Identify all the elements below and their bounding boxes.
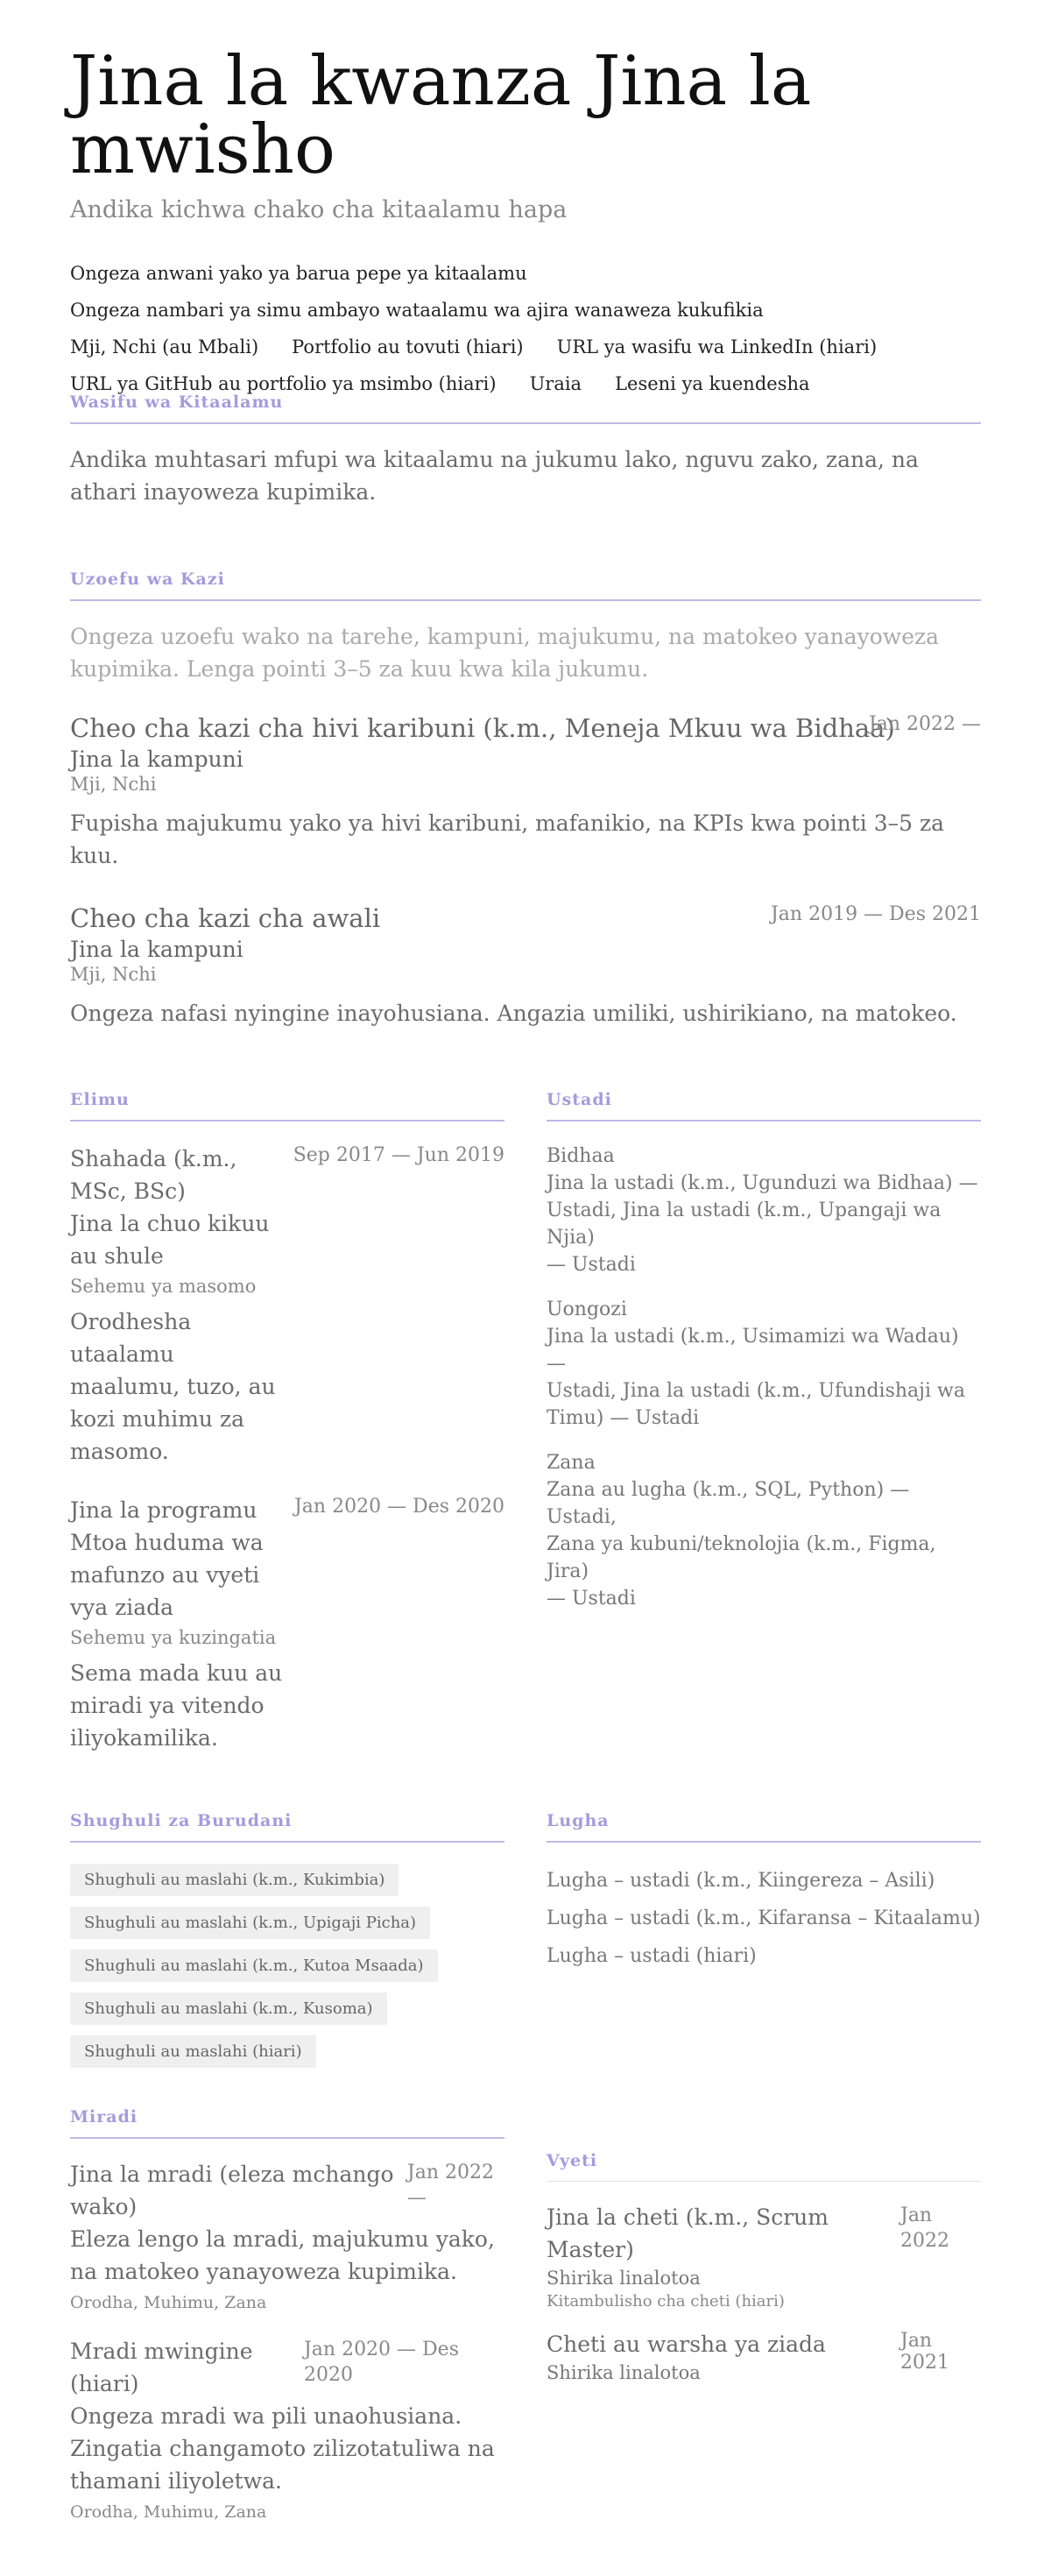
skill-group-name: Zana [547, 1452, 596, 1474]
location-field: Mji, Nchi (au Mbali) [70, 336, 259, 357]
section-title: Vyeti [547, 2151, 981, 2182]
project-desc-line: na matokeo yanayoweza kupimika. [70, 2259, 457, 2284]
education-desc-line: masomo. [70, 1439, 169, 1464]
section-title: Shughuli za Burudani [70, 1811, 504, 1843]
portfolio-link[interactable]: Portfolio au tovuti (hiari) [292, 336, 524, 357]
summary-text: Andika muhtasari mfupi wa kitaalamu na jukumu lako, nguvu zako, zana, na athari inayoweza kupimika. [70, 447, 919, 505]
project-date: Jan 2022 [406, 2162, 494, 2183]
section-title: Miradi [70, 2107, 504, 2139]
project-desc-line: thamani iliyoletwa. [70, 2468, 282, 2494]
certificate-entry [547, 2328, 981, 2383]
experience-section [70, 570, 981, 1030]
language-item: Lugha – ustadi (k.m., Kiingereza – Asili) [547, 1870, 935, 1892]
job-date: Jan 2022 — [868, 713, 981, 735]
job-title: Cheo cha kazi cha awali [70, 903, 381, 933]
job-date: Jan 2019 — Des 2021 [770, 903, 981, 925]
skill-group-name: Uongozi [547, 1299, 627, 1320]
skill-line: Zana au lugha (k.m., SQL, Python) — Ustadi, [547, 1479, 910, 1528]
skill-group [547, 1449, 981, 1612]
skill-line: Ustadi, Jina la ustadi (k.m., Ufundishaji wa [547, 1380, 965, 1402]
section-title: Ustadi [547, 1090, 981, 1122]
license-field: Leseni ya kuendesha [615, 373, 810, 394]
project-desc-line: Zingatia changamoto zilizotatuliwa na [70, 2436, 495, 2461]
school-line: mafunzo au vyeti [70, 1562, 260, 1588]
summary-section [70, 393, 981, 508]
field-of-study: Sehemu ya masomo [70, 1276, 257, 1297]
hobby-tag: Shughuli au maslahi (k.m., Kukimbia) [70, 1864, 399, 1896]
phone-field: Ongeza nambari ya simu ambayo wataalamu wa ajira wanaweza kukufikia [70, 300, 764, 321]
section-title: Uzoefu wa Kazi [70, 570, 981, 601]
skill-line: Zana ya kubuni/teknolojia (k.m., Figma, Jira) [547, 1533, 936, 1582]
education-entry [70, 1143, 504, 1468]
hobby-tag: Shughuli au maslahi (hiari) [70, 2035, 316, 2068]
contact-block [70, 255, 981, 402]
skill-line: Ustadi, Jina la ustadi (k.m., Upangaji wa Njia) [547, 1200, 942, 1249]
skill-line: Jina la ustadi (k.m., Usimamizi wa Wadau) — [547, 1326, 959, 1375]
education-date: Jan 2020 — Des 2020 [293, 1496, 504, 1518]
citizenship-field: Uraia [529, 373, 582, 394]
language-item: Lugha – ustadi (k.m., Kifaransa – Kitaalamu) [547, 1907, 981, 1929]
linkedin-link[interactable]: URL ya wasifu wa LinkedIn (hiari) [556, 336, 878, 357]
project-tags: Orodha, Muhimu, Zana [70, 2293, 267, 2312]
job-entry [70, 713, 981, 872]
education-desc-line: kozi muhimu za [70, 1406, 245, 1432]
school-line: au shule [70, 1243, 164, 1269]
skill-line: Timu) — Ustadi [547, 1407, 700, 1429]
job-description: Ongeza nafasi nyingine inayohusiana. Angazia umiliki, ushirikiano, na matokeo. [70, 1001, 957, 1026]
job-location: Mji, Nchi [70, 774, 157, 795]
project-date: 2020 [303, 2364, 353, 2386]
project-desc-line: Ongeza mradi wa pili unaohusiana. [70, 2403, 462, 2429]
project-entry [70, 2335, 504, 2522]
hobby-tag: Shughuli au maslahi (k.m., Upigaji Picha) [70, 1907, 430, 1939]
hobbies-section [70, 1811, 504, 2078]
project-entry [70, 2158, 504, 2312]
certificate-date: Jan [900, 2204, 933, 2226]
school-line: Mtoa huduma wa [70, 1530, 264, 1555]
certificate-date: 2022 [900, 2230, 949, 2252]
project-desc-line: Eleza lengo la mradi, majukumu yako, [70, 2226, 495, 2252]
project-title-line: Mradi mwingine [70, 2339, 253, 2364]
certificate-title-line: Jina la cheti (k.m., Scrum [547, 2204, 829, 2230]
project-date: — [406, 2187, 427, 2209]
job-company: Jina la kampuni [70, 747, 243, 772]
skill-group [547, 1296, 981, 1432]
certificates-section [547, 2151, 981, 2383]
contact-row [70, 255, 981, 292]
education-desc-line: iliyokamilika. [70, 1725, 218, 1751]
skill-line: — Ustadi [547, 1254, 636, 1276]
skill-group-name: Bidhaa [547, 1145, 615, 1167]
languages-section [547, 1811, 981, 1975]
education-desc-line: Sema mada kuu au [70, 1660, 283, 1686]
education-desc-line: Orodhesha [70, 1309, 192, 1334]
education-desc-line: miradi ya vitendo [70, 1693, 265, 1718]
skill-group [547, 1143, 981, 1278]
job-company: Jina la kampuni [70, 937, 243, 962]
field-of-study: Sehemu ya kuzingatia [70, 1627, 277, 1648]
language-item: Lugha – ustadi (hiari) [547, 1945, 757, 1967]
project-title-line: wako) [70, 2194, 138, 2219]
job-description: Fupisha majukumu yako ya hivi karibuni, mafanikio, na KPIs kwa pointi 3–5 za kuu. [70, 810, 945, 868]
project-title-line: (hiari) [70, 2371, 139, 2396]
degree-line: Shahada (k.m., [70, 1146, 237, 1171]
education-desc-line: utaalamu [70, 1341, 174, 1367]
degree-line: MSc, BSc) [70, 1178, 186, 1204]
project-title-line: Jina la mradi (eleza mchango [70, 2162, 394, 2187]
education-date: Sep 2017 — Jun 2019 [293, 1144, 504, 1166]
projects-section [70, 2107, 504, 2522]
hobby-tag: Shughuli au maslahi (k.m., Kutoa Msaada) [70, 1950, 438, 1982]
certificate-title-line: Master) [547, 2237, 634, 2262]
contact-row [70, 329, 981, 365]
skills-section [547, 1090, 981, 1612]
section-title: Elimu [70, 1090, 504, 1122]
project-date: Jan 2020 — Des [303, 2339, 459, 2360]
school-line: vya ziada [70, 1595, 174, 1620]
skill-line: — Ustadi [547, 1588, 636, 1610]
certificate-date: Jan 2021 [900, 2330, 949, 2374]
job-location: Mji, Nchi [70, 964, 157, 985]
job-entry [70, 903, 981, 1030]
resume-header [70, 35, 981, 402]
section-title: Lugha [547, 1811, 981, 1843]
certificate-title-line: Cheti au warsha ya ziada [547, 2332, 826, 2357]
contact-row [70, 292, 981, 329]
full-name: Jina la kwanza Jina la mwisho [70, 42, 812, 189]
github-link[interactable]: URL ya GitHub au portfolio ya msimbo (hiari) [70, 373, 497, 394]
education-desc-line: maalumu, tuzo, au [70, 1374, 276, 1399]
email-field: Ongeza anwani yako ya barua pepe ya kitaalamu [70, 263, 527, 284]
hobby-tag: Shughuli au maslahi (k.m., Kusoma) [70, 1992, 387, 2025]
certificate-issuer: Shirika linalotoa [547, 2268, 701, 2289]
project-tags: Orodha, Muhimu, Zana [70, 2502, 267, 2522]
certificate-entry [547, 2201, 981, 2311]
certificate-issuer: Shirika linalotoa [547, 2362, 701, 2383]
education-entry [70, 1494, 504, 1754]
professional-headline: Andika kichwa chako cha kitaalamu hapa [70, 196, 568, 223]
skill-line: Jina la ustadi (k.m., Ugunduzi wa Bidhaa) — [547, 1172, 978, 1194]
school-line: Jina la chuo kikuu [70, 1211, 270, 1236]
education-section [70, 1090, 504, 1754]
certificate-credential: Kitambulisho cha cheti (hiari) [547, 2292, 785, 2311]
experience-hint: Ongeza uzoefu wako na tarehe, kampuni, majukumu, na matokeo yanayoweza kupimika. Lenga pointi 3–5 za kuu kwa kila jukumu. [70, 624, 940, 682]
degree-line: Jina la programu [70, 1497, 257, 1523]
job-title: Cheo cha kazi cha hivi karibuni (k.m., Meneja Mkuu wa Bidhaa) [70, 713, 895, 743]
section-title: Wasifu wa Kitaalamu [70, 393, 981, 424]
